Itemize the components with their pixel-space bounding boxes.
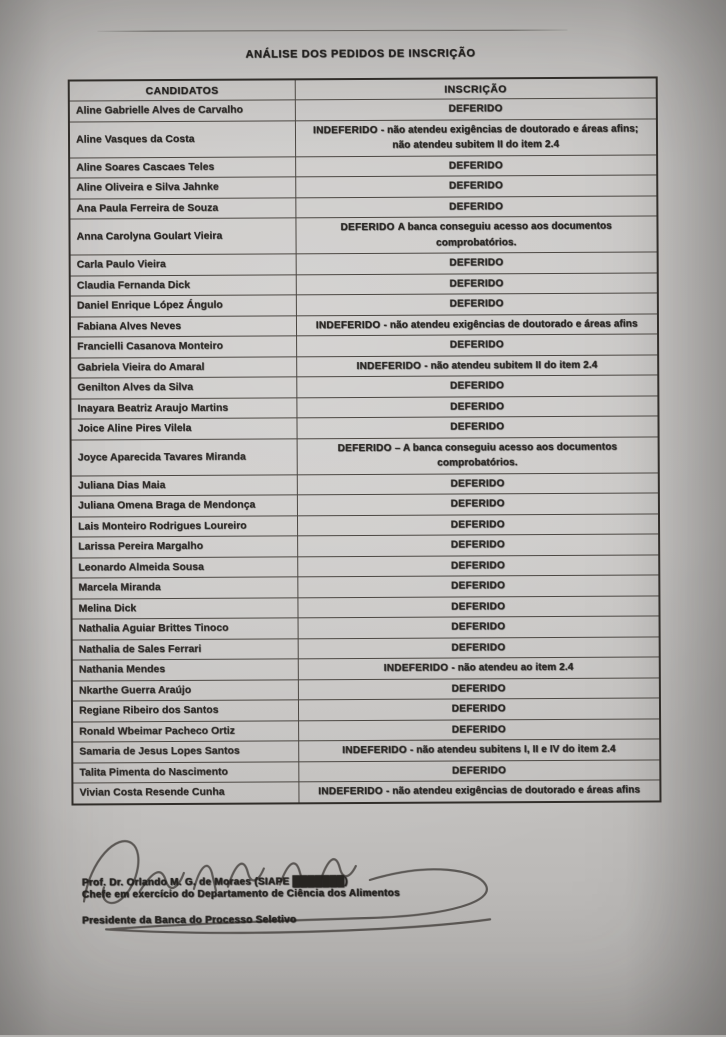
- status-word: DEFERIDO: [338, 442, 392, 453]
- candidate-name: Genilton Alves da Silva: [70, 377, 296, 399]
- candidate-name: Aline Gabrielle Alves de Carvalho: [69, 100, 295, 122]
- candidate-name: Nathalia Aguiar Brittes Tinoco: [72, 618, 298, 640]
- status-note: - não atendeu exigências de doutorado e áreas afins; não atendeu subitem II do item 2.4: [381, 123, 639, 151]
- inscription-status: [296, 252, 658, 274]
- status-word: INDEFERIDO: [342, 745, 407, 756]
- inscription-status: [296, 334, 658, 356]
- inscription-status: [295, 98, 657, 120]
- status-word: DEFERIDO: [451, 539, 505, 550]
- status-word: DEFERIDO: [450, 380, 504, 391]
- candidate-name: Anna Carolyna Goulart Vieira: [69, 218, 295, 255]
- candidate-name: Larissa Pereira Margalho: [71, 536, 297, 558]
- candidate-name: Ronald Wbeimar Pacheco Ortiz: [72, 720, 298, 742]
- status-word: DEFERIDO: [451, 498, 505, 509]
- candidate-name: Talita Pimenta do Nascimento: [72, 761, 298, 783]
- inscription-status: [295, 216, 657, 254]
- inscription-status: [297, 575, 659, 597]
- table-row: [69, 216, 657, 255]
- status-word: DEFERIDO: [451, 580, 505, 591]
- inscription-status: [298, 780, 660, 803]
- candidate-name: Leonardo Almeida Sousa: [71, 556, 297, 578]
- status-word: DEFERIDO: [451, 642, 505, 653]
- candidate-name: Juliana Dias Maia: [71, 474, 297, 496]
- candidate-name: Samaria de Jesus Lopes Santos: [72, 741, 298, 763]
- signatory-role-1: Chefe em exercício do Departamento de Ciência dos Alimentos: [82, 888, 400, 901]
- candidate-name: Aline Soares Cascaes Teles: [69, 156, 295, 178]
- status-word: DEFERIDO: [449, 180, 503, 191]
- candidate-name: Vivian Costa Resende Cunha: [72, 782, 298, 804]
- status-word: DEFERIDO: [452, 765, 506, 776]
- status-note: - não atendeu exigências de doutorado e áreas afins: [386, 785, 640, 797]
- inscription-status: [295, 175, 657, 197]
- status-word: INDEFERIDO: [316, 319, 381, 330]
- status-word: DEFERIDO: [451, 601, 505, 612]
- status-word: INDEFERIDO: [384, 663, 449, 674]
- inscription-status: [297, 534, 659, 556]
- inscription-status: [298, 677, 660, 699]
- status-note: - não atendeu subitens I, II e IV do item 2.4: [410, 744, 616, 756]
- status-word: DEFERIDO: [449, 103, 503, 114]
- table-row: [72, 780, 660, 804]
- status-word: DEFERIDO: [451, 519, 505, 530]
- inscription-status: [296, 354, 658, 376]
- status-word: DEFERIDO: [449, 257, 503, 268]
- status-word: DEFERIDO: [450, 401, 504, 412]
- inscription-status: [296, 293, 658, 315]
- inscription-status: [296, 272, 658, 294]
- status-word: DEFERIDO: [450, 478, 504, 489]
- candidate-name: Joyce Aparecida Tavares Miranda: [71, 438, 297, 475]
- candidate-name: Claudia Fernanda Dick: [70, 274, 296, 296]
- candidate-name: Aline Oliveira e Silva Jahnke: [69, 177, 295, 199]
- signatory-name: Prof. Dr. Orlando M. G. de Moraes (SIAPE ███████): [82, 876, 348, 888]
- status-word: DEFERIDO: [449, 278, 503, 289]
- inscription-status: [298, 657, 660, 679]
- status-word: INDEFERIDO: [318, 786, 383, 797]
- top-horizontal-rule: [97, 30, 567, 32]
- status-word: DEFERIDO: [450, 298, 504, 309]
- inscription-status: [298, 739, 660, 761]
- status-word: INDEFERIDO: [357, 360, 422, 371]
- inscription-status: [298, 698, 660, 720]
- status-word: DEFERIDO: [449, 201, 503, 212]
- signatory-role-2: Presidente da Banca do Processo Seletivo: [82, 914, 296, 926]
- status-note: - não atendeu ao item 2.4: [451, 662, 573, 674]
- candidate-name: Carla Paulo Vieira: [70, 254, 296, 276]
- table-row: [69, 118, 657, 157]
- inscription-status: [298, 616, 660, 638]
- candidate-name: Joice Aline Pires Vilela: [70, 418, 296, 440]
- candidate-name: Gabriela Vieira do Amaral: [70, 356, 296, 378]
- inscription-status: [295, 195, 657, 217]
- inscription-status: [297, 513, 659, 535]
- status-word: DEFERIDO: [451, 621, 505, 632]
- inscription-status: [297, 554, 659, 576]
- status-word: DEFERIDO: [341, 222, 395, 233]
- status-note: A banca conseguiu acesso aos documentos comprobatórios.: [398, 221, 612, 248]
- inscription-status: [298, 759, 660, 781]
- page-title: ANÁLISE DOS PEDIDOS DE INSCRIÇÃO: [0, 46, 724, 62]
- inscription-status: [297, 436, 659, 474]
- candidate-name: Fabiana Alves Neves: [70, 315, 296, 337]
- status-note: - não atendeu exigências de doutorado e áreas afins: [384, 318, 638, 330]
- candidate-name: Juliana Omena Braga de Mendonça: [71, 495, 297, 517]
- inscription-status: [297, 493, 659, 515]
- candidate-name: Regiane Ribeiro dos Santos: [72, 700, 298, 722]
- header-inscricao: INSCRIÇÃO: [295, 77, 657, 99]
- candidate-name: Aline Vasques da Costa: [69, 120, 295, 157]
- table-body: [69, 98, 661, 804]
- header-candidatos: CANDIDATOS: [69, 79, 295, 101]
- inscription-status: [296, 416, 658, 438]
- status-note: - não atendeu subitem II do item 2.4: [424, 359, 597, 371]
- status-word: DEFERIDO: [452, 703, 506, 714]
- inscription-status: [297, 595, 659, 617]
- status-word: DEFERIDO: [452, 724, 506, 735]
- candidate-name: Inayara Beatriz Araujo Martins: [70, 397, 296, 419]
- candidate-name: Nathalia de Sales Ferrari: [72, 638, 298, 660]
- candidate-name: Nathania Mendes: [72, 659, 298, 681]
- inscription-status: [295, 154, 657, 176]
- inscription-status: [296, 313, 658, 335]
- status-word: DEFERIDO: [450, 339, 504, 350]
- candidate-name: Francielli Casanova Monteiro: [70, 336, 296, 358]
- candidate-name: Marcela Miranda: [71, 577, 297, 599]
- inscription-status: [298, 636, 660, 658]
- candidate-name: Lais Monteiro Rodrigues Loureiro: [71, 515, 297, 537]
- status-word: DEFERIDO: [449, 160, 503, 171]
- inscription-status: [295, 118, 657, 156]
- candidate-name: Daniel Enrique López Ángulo: [70, 295, 296, 317]
- candidate-name: Nkarthe Guerra Araújo: [72, 679, 298, 701]
- status-word: INDEFERIDO: [313, 124, 378, 135]
- inscription-analysis-table: [68, 76, 662, 805]
- status-word: DEFERIDO: [450, 421, 504, 432]
- table-row: [71, 436, 659, 475]
- status-word: DEFERIDO: [451, 560, 505, 571]
- inscription-status: [298, 718, 660, 740]
- inscription-status: [297, 472, 659, 494]
- status-word: DEFERIDO: [452, 683, 506, 694]
- candidate-name: Ana Paula Ferreira de Souza: [69, 197, 295, 219]
- inscription-status: [296, 375, 658, 397]
- status-note: – A banca conseguiu acesso aos documentos comprobatórios.: [395, 441, 617, 468]
- candidate-name: Melina Dick: [71, 597, 297, 619]
- inscription-status: [296, 395, 658, 417]
